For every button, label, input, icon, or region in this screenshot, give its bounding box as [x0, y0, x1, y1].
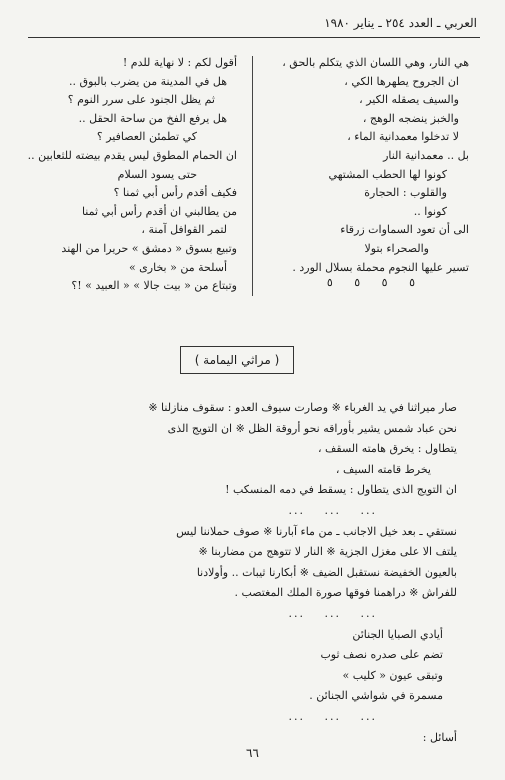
poem-line: تضم على صدره نصف ثوب	[320, 648, 443, 662]
poem-line: صار ميراثنا في يد الغرباء ※ وصارت سيوف العدو : سقوف منازلنا ※	[148, 401, 457, 414]
ellipsis-separator: ... ... ...	[288, 709, 377, 723]
verse-line: كي تطمئن العصافير ؟	[96, 130, 197, 144]
verse-line: والقلوب : الحجارة	[364, 186, 447, 200]
left-column	[27, 54, 237, 296]
verse-line: هي النار، وهي اللسان الذي يتكلم بالحق ،	[282, 56, 469, 69]
poem-line: ان التويج الذى يتطاول : يسقط في دمه المنسكب !	[225, 483, 457, 497]
poem-line: نستقي ـ بعد خيل الاجانب ـ من ماء آبارنا ※ صوف حملاننا ليس	[176, 524, 457, 538]
section-separator	[327, 276, 415, 289]
right-column	[269, 54, 469, 277]
verse-line: أسلحة من « بخارى »	[128, 260, 227, 274]
verse-line: هل يرفع الفخ من ساحة الحقل ..	[78, 111, 227, 125]
poem-line: وتبقى عيون « كليب »	[342, 668, 443, 682]
header-rule	[28, 37, 480, 38]
poem-line: أيادي الصبايا الجنائن	[352, 627, 443, 641]
separator-mark: ٥	[326, 276, 333, 289]
poem-line: يلتف الا على مغزل الجزية ※ النار لا تتوهج من مضاربنا ※	[198, 545, 457, 559]
poem-line: يتطاول : يخرق هامته السقف ،	[318, 442, 457, 456]
poem-line: يخرط قامته السيف ،	[335, 462, 431, 476]
verse-line: كونوا ..	[413, 204, 447, 218]
verse-line: بل .. معمدانية النار	[383, 148, 469, 162]
verse-line: هل في المدينة من يضرب بالبوق ..	[69, 74, 227, 88]
verse-line: ثم يظل الجنود على سرر النوم ؟	[67, 93, 215, 107]
verse-line: والخبز ينضجه الوهج ،	[362, 111, 459, 125]
verse-line: من يطالبني ان أقدم رأس أبي ثمنا	[81, 204, 237, 218]
separator-mark: ٥	[354, 276, 361, 289]
verse-line: أقول لكم : لا نهاية للدم !	[122, 56, 237, 69]
separator-mark: ٥	[409, 276, 415, 289]
poem-line: نحن عباد شمس يشير بأوراقه نحو أروقة الظل ※ ان التويج الذى	[167, 421, 457, 435]
section-title: ( مراثي اليمامة )	[180, 346, 294, 374]
page-number: ٦٦	[246, 746, 259, 760]
verse-line: حتى يسود السلام	[117, 167, 197, 181]
verse-line: وتبتاع من « بيت جالا » « العبيد » !؟	[71, 279, 237, 293]
verse-line: فكيف أقدم رأس أبي ثمنا ؟	[113, 186, 237, 200]
ellipsis-separator: ... ... ...	[288, 503, 377, 517]
verse-line: كونوا لها الحطب المشتهي	[328, 167, 447, 181]
verse-line: تسير عليها النجوم محملة بسلال الورد .	[292, 260, 469, 274]
poem-line: للفراش ※ دراهمنا فوقها صورة الملك المغتصب .	[234, 586, 457, 600]
verse-line: والصحراء بتولا	[364, 241, 429, 255]
verse-line: ان الجروح يطهرها الكي ،	[344, 74, 459, 88]
verse-line: لا تدخلوا معمدانية الماء ،	[347, 130, 459, 144]
column-divider	[252, 56, 253, 296]
verse-line: وتبيع بسوق « دمشق » حريرا من الهند	[61, 241, 237, 255]
ellipsis-separator: ... ... ...	[288, 606, 377, 620]
separator-mark: ٥	[381, 276, 388, 289]
poem-line: بالعيون الخفيضة نستقبل الضيف ※ أبكارنا ثيبات .. وأولادنا	[196, 565, 457, 579]
verse-line: والسيف يصقله الكير ،	[359, 93, 459, 107]
poem-line: أسائل :	[422, 730, 457, 744]
poem-line: مسمرة في شواشي الجنائن .	[309, 689, 443, 703]
verse-line: لتمر القوافل آمنة ،	[141, 223, 227, 237]
verse-line: ان الحمام المطوق ليس يقدم بيضته للثعابين ..	[27, 148, 237, 162]
verse-line: الى أن تعود السماوات زرقاء	[340, 223, 469, 237]
poem-body	[37, 398, 457, 748]
running-header: العربي ـ العدد ٢٥٤ ـ يناير ١٩٨٠	[324, 16, 477, 30]
